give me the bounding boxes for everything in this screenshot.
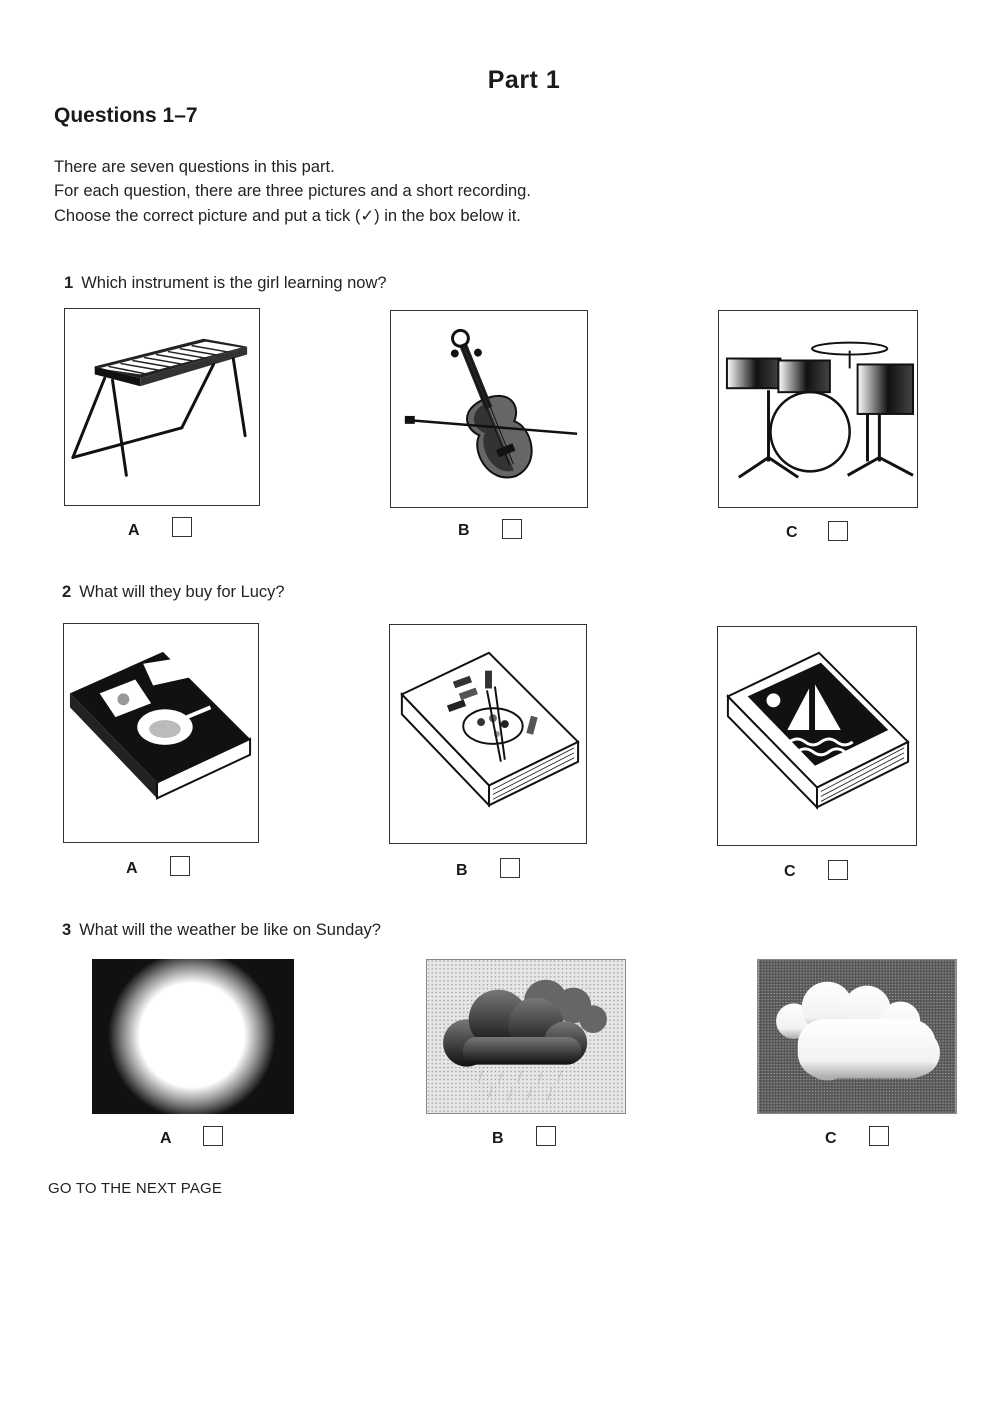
question-number: 3 — [62, 921, 72, 939]
sailing-book-icon — [717, 626, 917, 846]
option-letter: B — [456, 862, 468, 879]
tick-box[interactable] — [869, 1126, 889, 1146]
cookbook-icon — [63, 623, 259, 843]
tick-box[interactable] — [172, 517, 192, 537]
tick-box[interactable] — [502, 519, 522, 539]
painting-book-icon — [389, 624, 587, 844]
question-3 — [62, 921, 381, 940]
tick-box[interactable] — [828, 521, 848, 541]
option-letter: B — [458, 522, 470, 539]
question-text: What will the weather be like on Sunday? — [79, 921, 381, 939]
question-1 — [64, 274, 387, 293]
cloud-icon — [757, 959, 957, 1114]
question-text: What will they buy for Lucy? — [79, 583, 285, 601]
instruction-line: There are seven questions in this part. — [54, 158, 335, 176]
rain-cloud-icon — [426, 959, 626, 1114]
tick-box[interactable] — [828, 860, 848, 880]
sun-icon — [92, 959, 294, 1114]
questions-heading: Questions 1–7 — [54, 104, 198, 127]
instruction-line: Choose the correct picture and put a tick (✓) in the box below it. — [54, 207, 521, 225]
instruction-line: For each question, there are three pictures and a short recording. — [54, 182, 531, 200]
tick-box[interactable] — [170, 856, 190, 876]
question-2 — [62, 583, 285, 602]
option-letter: C — [786, 524, 798, 541]
option-letter: C — [784, 863, 796, 880]
violin-icon — [390, 310, 588, 508]
tick-box[interactable] — [536, 1126, 556, 1146]
option-letter: A — [128, 522, 140, 539]
option-letter: A — [160, 1130, 172, 1147]
tick-box[interactable] — [203, 1126, 223, 1146]
option-letter: B — [492, 1130, 504, 1147]
drum-kit-icon — [718, 310, 918, 508]
next-page-note: GO TO THE NEXT PAGE — [48, 1180, 223, 1197]
page-title: Part 1 — [487, 66, 561, 94]
tick-box[interactable] — [500, 858, 520, 878]
question-number: 1 — [64, 274, 74, 292]
question-number: 2 — [62, 583, 72, 601]
question-text: Which instrument is the girl learning now? — [81, 274, 387, 292]
option-letter: A — [126, 860, 138, 877]
option-letter: C — [825, 1130, 837, 1147]
keyboard-icon — [64, 308, 260, 506]
